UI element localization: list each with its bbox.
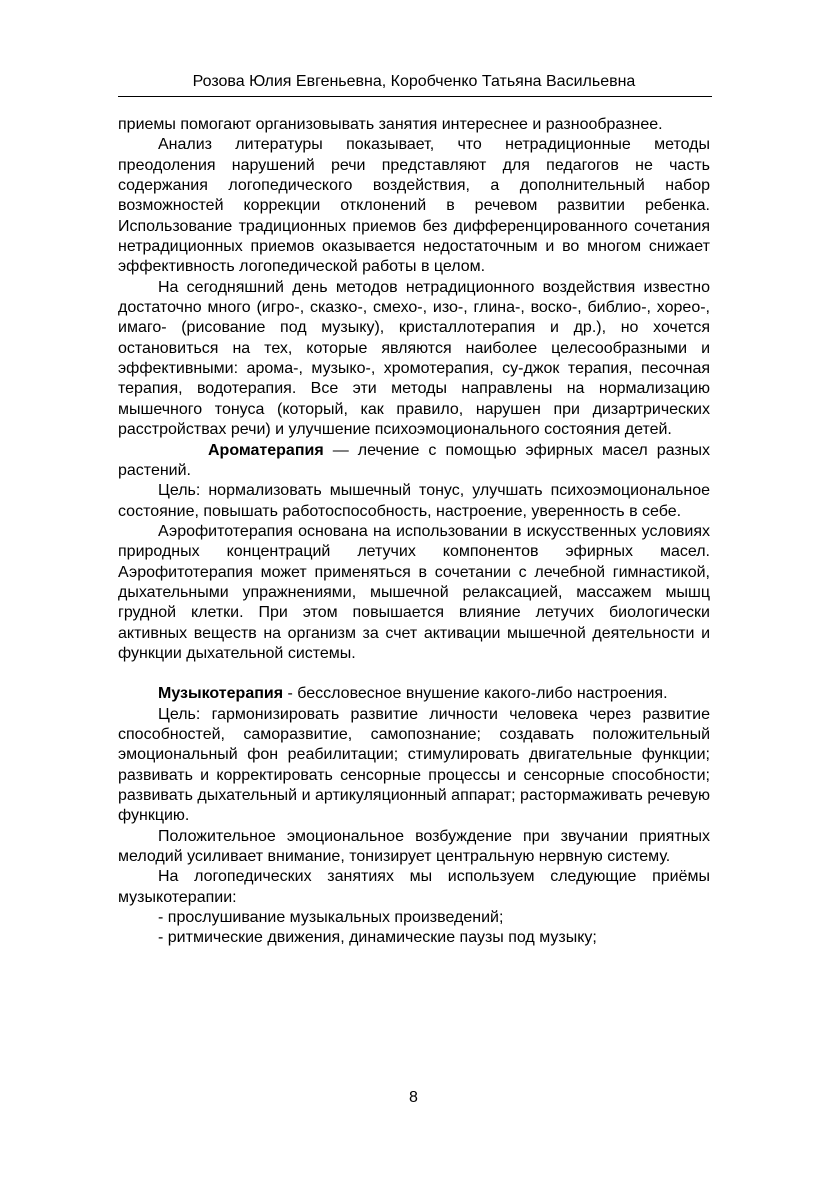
paragraph-aromatherapy-goal: Цель: нормализовать мышечный тонус, улучшать психоэмоциональное состояние, повышать работоспособность, настроение, уверенность в себе. — [118, 482, 710, 520]
music-therapy-definition-text: - бессловесное внушение какого-либо настроения. — [283, 685, 668, 703]
paragraph-music-therapy-lessons: На логопедических занятиях мы используем следующие приёмы музыкотерапии: — [118, 868, 710, 906]
paragraph-methods-overview: На сегодняшний день методов нетрадиционного воздействия известно достаточно много (игро-, сказко-, смехо-, изо-, глина-, воско-, библио-, хорео-, имаго- (рисование под музыку), кристаллотерапия и др.), но хочется остановиться на тех, которые являются наиболее целесообразными и эффективными: арома-, музыко-, хромотерапия, су-джок терапия, песочная терапия, водотерапия. Все эти методы направлены на нормализацию мышечного тонуса (который, как правило, нарушен при дизартрических расстройствах речи) и улучшение психоэмоционального состояния детей. — [118, 278, 710, 439]
paragraph-gap — [118, 664, 710, 684]
paragraph-literature-analysis: Анализ литературы показывает, что нетрадиционные методы преодоления нарушений речи представляют для педагогов не часть содержания логопедического воздействия, а дополнительный набор возможностей коррекции отклонений в речевом развитии ребенка. Использование традиционных приемов без дифференцированного сочетания нетрадиционных приемов оказывается недостаточным и во многом снижает эффективность логопедической работы в целом. — [118, 136, 710, 276]
running-header: Розова Юлия Евгеньевна, Коробченко Татьяна Васильевна — [192, 73, 636, 90]
aromatherapy-definition-text: — лечение с помощью эфирных масел разных растений. — [118, 441, 710, 479]
paragraph-aromatherapy-definition — [118, 441, 710, 482]
paragraph-music-therapy-definition — [118, 684, 710, 704]
term-aromatherapy: Ароматерапия — [208, 441, 324, 459]
page-body — [118, 115, 710, 949]
list-item: - прослушивание музыкальных произведений; — [158, 909, 504, 927]
list-item: - ритмические движения, динамические паузы под музыку; — [158, 929, 597, 947]
paragraph-music-therapy-goal: Цель: гармонизировать развитие личности человека через развитие способностей, саморазвитие, самопознание; создавать положительный эмоциональный фон реабилитации; стимулировать двигательные функции; развивать и корректировать сенсорные процессы и сенсорные способности; развивать дыхательный и артикуляционный аппарат; растормаживать речевую функцию. — [118, 705, 710, 825]
paragraph-music-therapy-effect: Положительное эмоциональное возбуждение при звучании приятных мелодий усиливает внимание, тонизирует центральную нервную систему. — [118, 827, 710, 866]
page-number: 8 — [409, 1089, 418, 1106]
header-rule — [118, 96, 712, 97]
paragraph-aerophytotherapy: Аэрофитотерапия основана на использовании в искусственных условиях природных концентраций летучих компонентов эфирных масел. Аэрофитотерапия может применяться в сочетании с лечебной гимнастикой, дыхательными упражнениями, мышечной релаксацией, массажем мышц грудной клетки. При этом повышается влияние летучих биологически активных веществ на организм за счет активации мышечной деятельности и функции дыхательной системы. — [118, 522, 710, 662]
term-music-therapy: Музыкотерапия — [158, 685, 284, 703]
paragraph-intro: приемы помогают организовывать занятия интереснее и разнообразнее. — [118, 116, 663, 133]
